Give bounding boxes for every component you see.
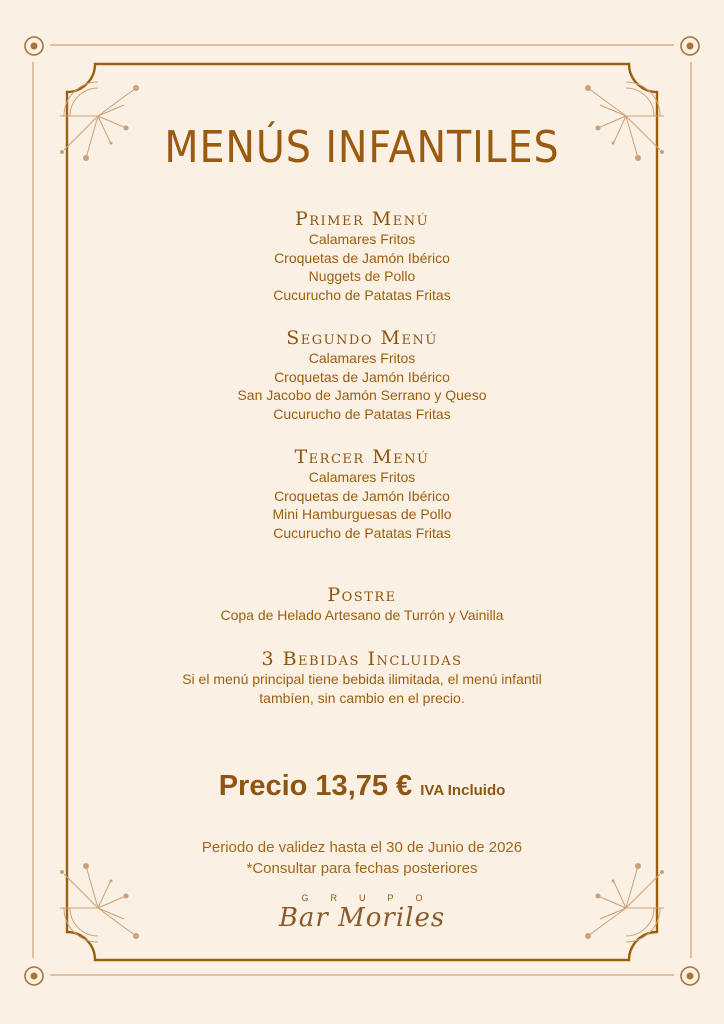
menu-item: Cucurucho de Patatas Fritas bbox=[273, 524, 451, 541]
menu-item: Croquetas de Jamón Ibérico bbox=[274, 368, 450, 385]
logo-group-text: GRUPO bbox=[301, 893, 445, 903]
drinks-section bbox=[0, 648, 724, 707]
menu-item: Cucurucho de Patatas Fritas bbox=[273, 286, 451, 303]
validity-line: *Consultar para fechas posteriores bbox=[246, 860, 478, 877]
menu-item: San Jacobo de Jamón Serrano y Queso bbox=[237, 387, 487, 403]
tax-note: IVA Incluido bbox=[420, 782, 506, 799]
menu-item: Croquetas de Jamón Ibérico bbox=[274, 249, 450, 266]
price-label: Precio 13,75 € bbox=[218, 770, 413, 802]
logo-script-text: Bar Moriles bbox=[278, 903, 446, 933]
drinks-note-line: tambíen, sin cambio en el precio. bbox=[259, 689, 465, 706]
price-line bbox=[0, 770, 724, 803]
validity-line: Periodo de validez hasta el 30 de Junio de 2026 bbox=[201, 839, 523, 856]
menu-item: Calamares Fritos bbox=[308, 469, 416, 485]
menu-item: Mini Hamburguesas de Pollo bbox=[272, 506, 452, 522]
menu-section-primer bbox=[0, 208, 724, 304]
menu-item: Nuggets de Pollo bbox=[308, 268, 416, 284]
dessert-section bbox=[0, 584, 724, 625]
menu-item: Cucurucho de Patatas Fritas bbox=[273, 405, 451, 422]
menu-section-tercer bbox=[0, 446, 724, 542]
section-heading: Tercer Menú bbox=[294, 446, 430, 468]
section-heading: Primer Menú bbox=[294, 208, 430, 230]
page-title: MENÚS INFANTILES bbox=[164, 122, 560, 173]
drinks-note-line: Si el menú principal tiene bebida ilimitada, el menú infantil bbox=[182, 671, 542, 687]
menu-section-segundo bbox=[0, 327, 724, 423]
section-heading: 3 Bebidas Incluidas bbox=[261, 648, 463, 670]
menu-item: Croquetas de Jamón Ibérico bbox=[274, 487, 450, 504]
dessert-item: Copa de Helado Artesano de Turrón y Vainilla bbox=[220, 607, 504, 623]
menu-item: Calamares Fritos bbox=[308, 231, 416, 247]
menu-item: Calamares Fritos bbox=[308, 350, 416, 366]
section-heading: Postre bbox=[327, 584, 397, 606]
section-heading: Segundo Menú bbox=[286, 327, 438, 349]
validity-note bbox=[0, 837, 724, 879]
